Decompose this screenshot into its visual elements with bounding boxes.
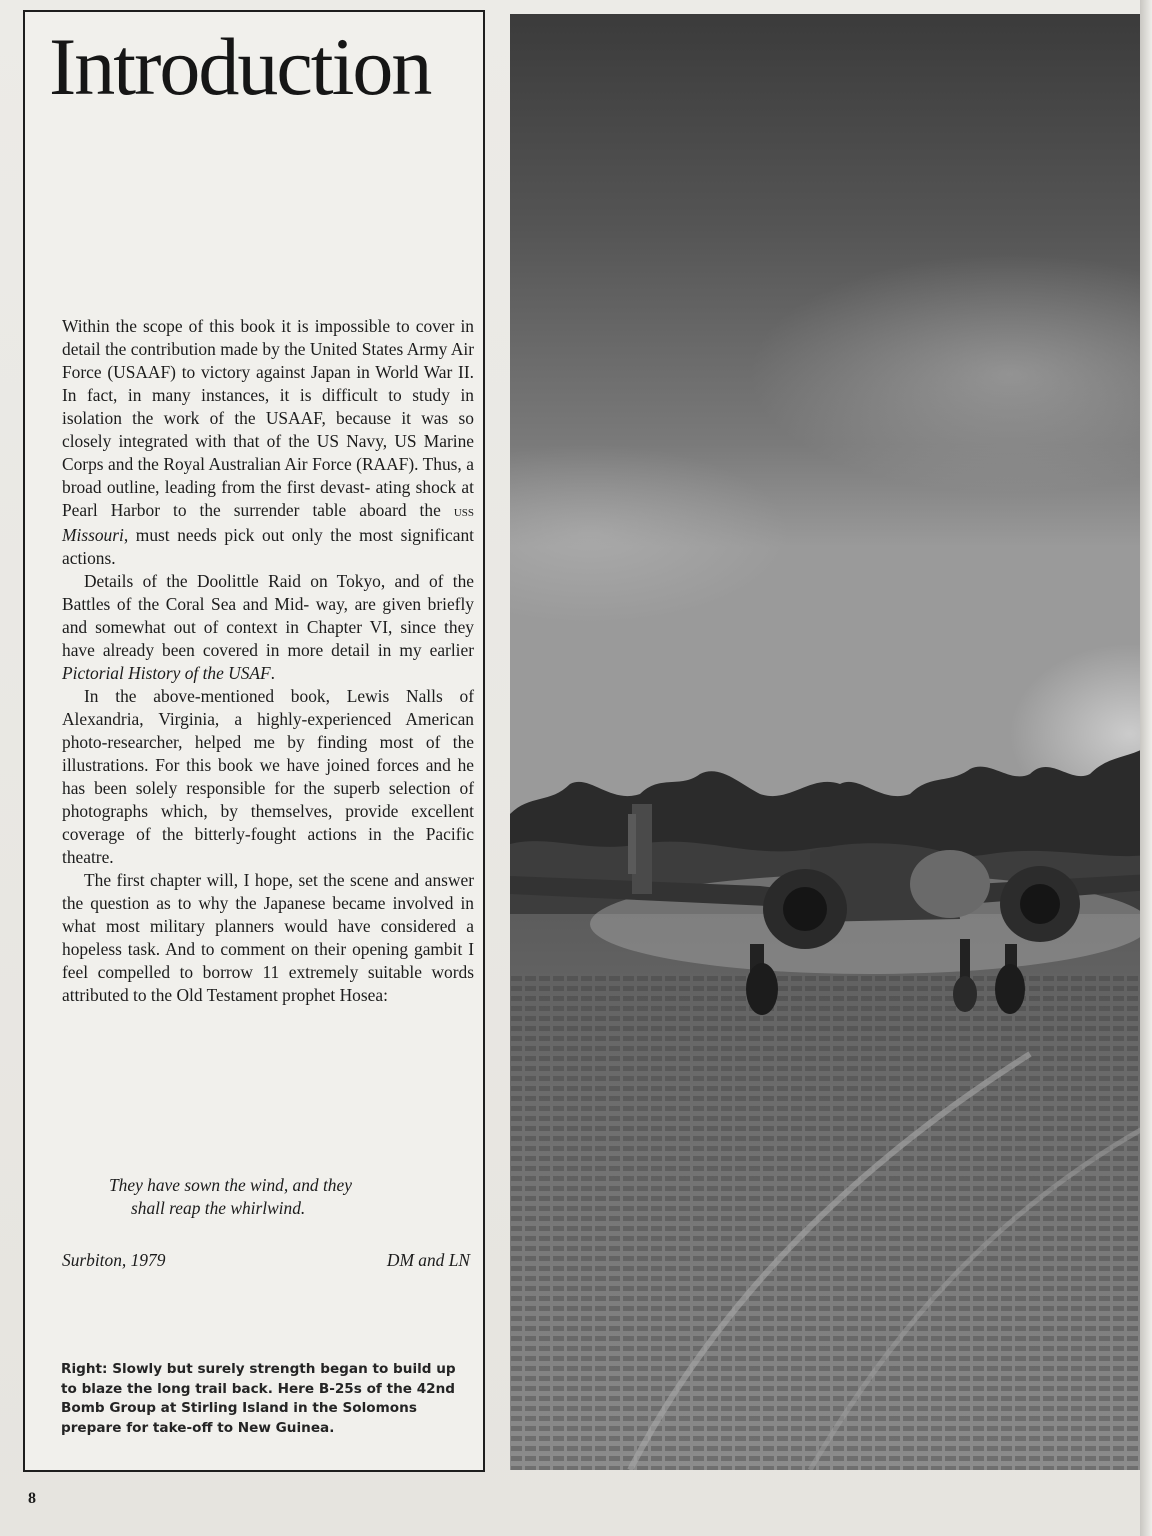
page-title: Introduction <box>49 21 431 112</box>
photo-caption: Right: Slowly but surely strength began to build up to blaze the long trail back. Here B-25s of the 42nd Bomb Group at Stirling Island in the Solomons prepare for take-off to New Guinea. <box>61 1361 456 1436</box>
b25-airfield-photo <box>510 14 1151 1470</box>
page-number: 8 <box>28 1490 36 1507</box>
paragraph-4: The first chapter will, I hope, set the scene and answer the question as to why the Japanese became involved in what most military planners would have considered a hopeless task. And to comment on their opening gambit I feel compelled to borrow 11 extremely suitable words attributed to the Old Testament prophet Hosea: <box>62 870 474 1005</box>
ship-name: Missouri <box>62 525 124 545</box>
page-gutter <box>1140 0 1152 1536</box>
quote-line-2: shall reap the whirlwind. <box>131 1198 306 1218</box>
quote-line-1: They have sown the wind, and they <box>109 1175 352 1195</box>
paragraph-2: Details of the Doolittle Raid on Tokyo, and of the Battles of the Coral Sea and Mid- way, are given briefly and somewhat out of context in Chapter VI, since they have already been covered in more detail in my earlier Pictorial History of the USAF. <box>62 571 474 683</box>
signoff <box>62 1250 470 1271</box>
paragraph-1: Within the scope of this book it is impossible to cover in detail the contribution made by the United States Army Air Force (USAAF) to victory against Japan in World War II. In fact, in many instances, it is difficult to study in isolation the work of the USAAF, because it was so closely integrated with that of the US Navy, US Marine Corps and the Royal Australian Air Force (RAAF). Thus, a broad outline, leading from the first devast- ating shock at Pearl Harbor to the surrender table aboard the uss Missouri, must needs pick out only the most significant actions. <box>62 316 474 568</box>
hosea-quote <box>109 1174 449 1220</box>
ship-prefix: uss <box>453 504 474 520</box>
photo-illustration <box>510 14 1151 1470</box>
place-date: Surbiton, 1979 <box>62 1250 166 1270</box>
book-title: Pictorial History of the USAF <box>62 663 271 683</box>
authors: DM and LN <box>386 1250 470 1270</box>
body-text <box>62 315 474 1007</box>
text-frame <box>23 10 485 1472</box>
paragraph-3: In the above-mentioned book, Lewis Nalls of Alexandria, Virginia, a highly-experienced American photo-researcher, helped me by finding most of the illustrations. For this book we have joined forces and he has been solely responsible for the superb selection of photographs which, by themselves, provide excellent coverage of the bitterly-fought actions in the Pacific theatre. <box>62 686 474 867</box>
